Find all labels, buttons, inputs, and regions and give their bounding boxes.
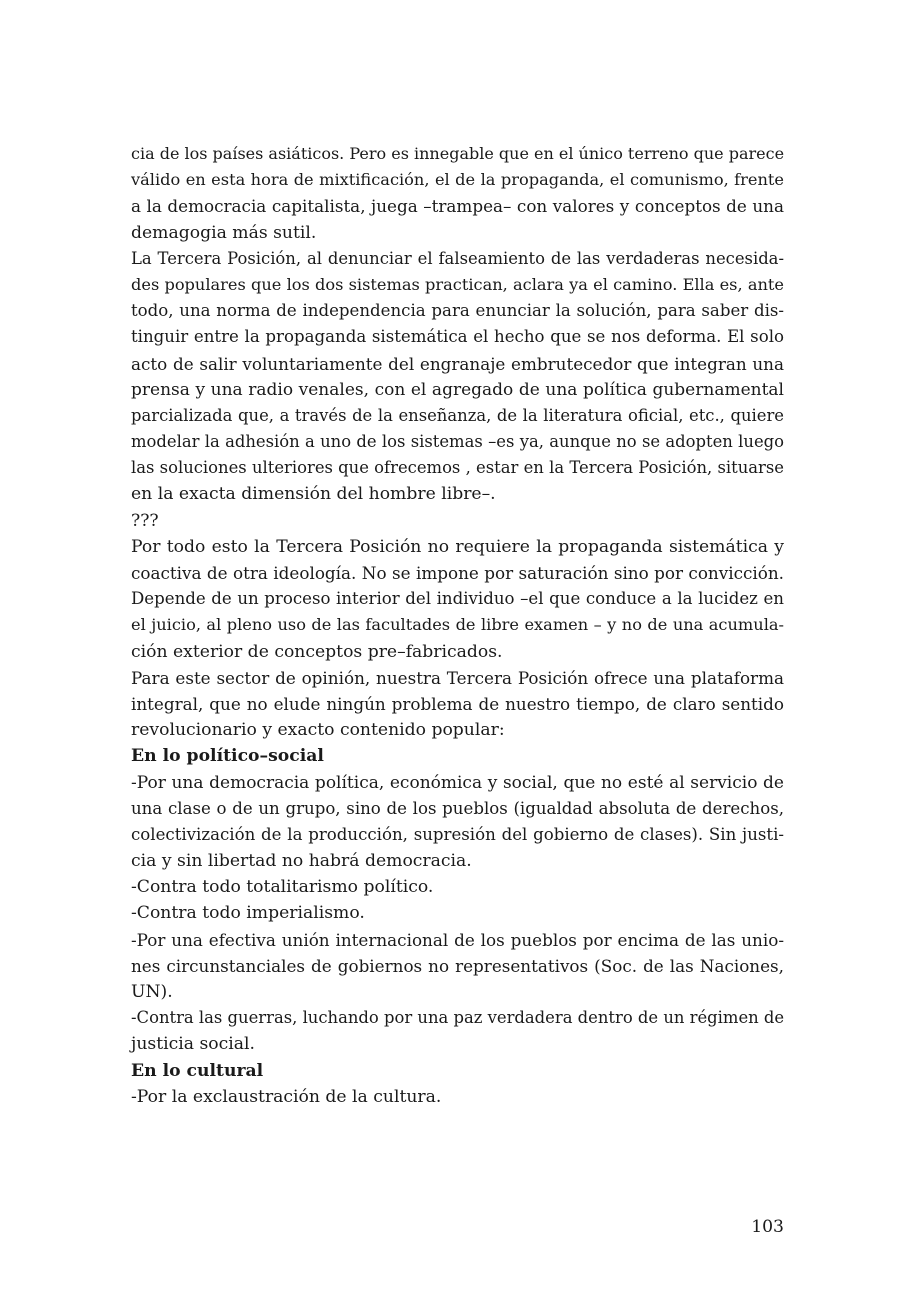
text-line: revolucionario y exacto contenido popular: (131, 720, 505, 741)
text-line: todo, una norma de independencia para enunciar la solución, para saber dis- (131, 301, 784, 321)
page-number: 103 (751, 1217, 784, 1237)
text-line: integral, que no elude ningún problema de nuestro tiempo, de claro sentido (131, 693, 784, 714)
text-line: Depende de un proceso interior del individuo –el que conduce a la lucidez en (131, 589, 784, 609)
section-heading: En lo cultural (131, 1060, 264, 1081)
text-line: cia y sin libertad no habrá democracia. (131, 851, 472, 872)
text-line: nes circunstanciales de gobiernos no representativos (Soc. de las Naciones, (131, 955, 784, 976)
text-line: -Contra todo totalitarismo político. (131, 877, 434, 898)
text-line: -Contra las guerras, luchando por una paz verdadera dentro de un régimen de (131, 1008, 785, 1028)
text-line: el juicio, al pleno uso de las facultades de libre examen – y no de una acumula- (131, 615, 784, 635)
text-line: -Por la exclaustración de la cultura. (131, 1086, 442, 1107)
text-line: a la democracia capitalista, juega –trampea– con valores y conceptos de una (131, 196, 784, 217)
text-line: prensa y una radio venales, con el agregado de una política gubernamental (131, 379, 784, 400)
text-line: -Por una democracia política, económica y social, que no esté al servicio de (131, 772, 784, 793)
text-line: Por todo esto la Tercera Posición no requiere la propaganda sistemática y (131, 536, 784, 557)
text-line: cia de los países asiáticos. Pero es innegable que en el único terreno que parece (131, 144, 785, 163)
text-line: las soluciones ulteriores que ofrecemos , estar en la Tercera Posición, situarse (131, 458, 784, 478)
text-line: una clase o de un grupo, sino de los pueblos (igualdad absoluta de derechos, (131, 798, 784, 818)
text-line: en la exacta dimensión del hombre libre–. (131, 484, 496, 505)
text-line: justicia social. (131, 1034, 255, 1055)
text-line: Para este sector de opinión, nuestra Tercera Posición ofrece una plataforma (131, 667, 784, 688)
text-line: -Contra todo imperialismo. (131, 903, 365, 924)
text-line: ??? (131, 510, 159, 531)
text-line: -Por una efectiva unión internacional de los pueblos por encima de las unio- (131, 929, 784, 950)
body-text (131, 141, 784, 1110)
text-line: ción exterior de conceptos pre–fabricados. (131, 641, 503, 662)
section-heading: En lo político–social (131, 746, 324, 767)
text-line: UN). (131, 982, 173, 1002)
text-line: La Tercera Posición, al denunciar el falseamiento de las verdaderas necesida- (131, 248, 784, 268)
text-line: demagogia más sutil. (131, 222, 317, 243)
text-line: des populares que los dos sistemas practican, aclara ya el camino. Ella es, ante (131, 274, 784, 294)
text-line: modelar la adhesión a uno de los sistemas –es ya, aunque no se adopten luego (131, 432, 784, 452)
text-line: tinguir entre la propaganda sistemática el hecho que se nos deforma. El solo (131, 327, 784, 347)
text-line: válido en esta hora de mixtificación, el de la propaganda, el comunismo, frente (131, 170, 784, 190)
text-line: coactiva de otra ideología. No se impone por saturación sino por convicción. (131, 563, 784, 583)
text-line: acto de salir voluntariamente del engranaje embrutecedor que integran una (131, 353, 784, 374)
text-line: parcializada que, a través de la enseñanza, de la literatura oficial, etc., quiere (131, 405, 784, 425)
text-line: colectivización de la producción, supresión del gobierno de clases). Sin justi- (131, 824, 784, 844)
